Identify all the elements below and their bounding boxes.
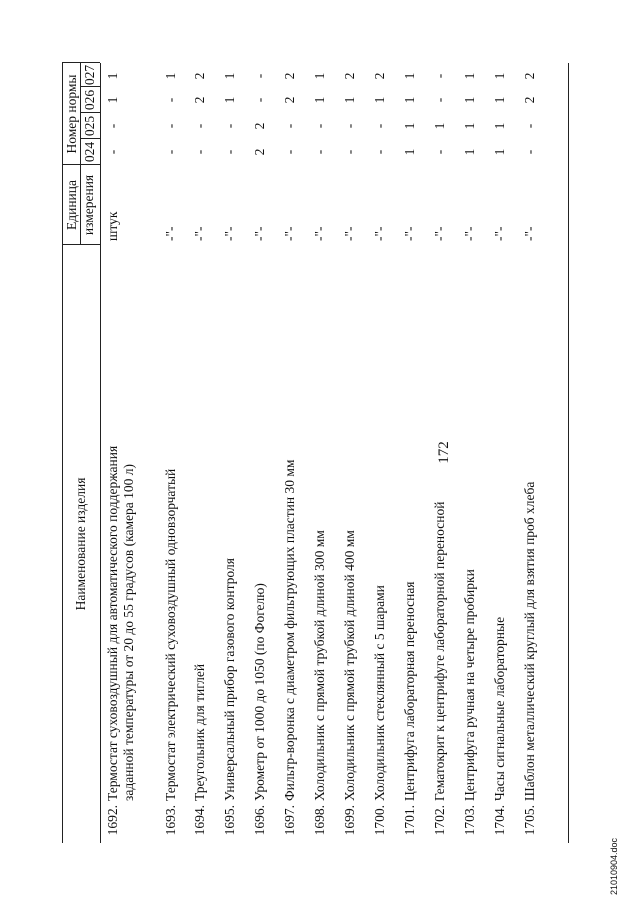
norm-value-026: - — [163, 97, 178, 103]
norm-value-026: - — [432, 97, 447, 103]
norm-value-026: 2 — [192, 96, 207, 104]
unit-cell: -"- — [282, 226, 297, 241]
norm-value-024: 1 — [462, 148, 477, 156]
norm-value-025: - — [342, 123, 357, 129]
row-number: 1693. — [163, 805, 178, 836]
row-number: 1692. — [105, 805, 120, 836]
header-norm-025: 025 — [82, 115, 97, 137]
norm-value-026: 1 — [492, 96, 507, 104]
unit-cell: -"- — [192, 226, 207, 241]
row-number: 1697. — [282, 805, 297, 836]
norm-value-026: 1 — [372, 96, 387, 104]
header-norm-024: 024 — [82, 141, 97, 163]
norm-value-027: 1 — [402, 72, 417, 80]
item-name: Фильтр-воронка с диаметром фильтрующих пластин 30 мм — [282, 459, 297, 801]
norm-value-027: 1 — [462, 72, 477, 80]
norm-value-024: - — [192, 149, 207, 155]
norm-value-024: - — [312, 149, 327, 155]
norm-value-027: 1 — [222, 72, 237, 80]
unit-cell: штук — [105, 211, 120, 241]
row-number: 1703. — [462, 805, 477, 836]
item-name: Холодильник с прямой трубкой длиной 300 мм — [312, 530, 327, 801]
row-number: 1699. — [342, 805, 357, 836]
row-number: 1705. — [522, 805, 537, 836]
page-number: 172 — [436, 441, 452, 464]
row-number: 1696. — [252, 805, 267, 836]
norm-value-025: 1 — [402, 122, 417, 130]
norm-value-024: - — [105, 149, 120, 155]
norm-value-024: 1 — [402, 148, 417, 156]
norm-value-026: 1 — [462, 96, 477, 104]
norm-value-024: 2 — [252, 148, 267, 156]
norm-value-024: - — [222, 149, 237, 155]
norm-value-027: 1 — [163, 72, 178, 80]
norm-value-024: - — [372, 149, 387, 155]
norm-value-027: 2 — [282, 72, 297, 80]
item-name: Треугольник для тиглей — [192, 663, 207, 801]
norm-value-026: 1 — [222, 96, 237, 104]
unit-cell: -"- — [222, 226, 237, 241]
norm-value-027: 2 — [522, 72, 537, 80]
norm-value-025: - — [192, 123, 207, 129]
footer-doc-code: 21010904.doc — [609, 837, 619, 895]
norm-value-025: - — [222, 123, 237, 129]
item-name: заданной температуры от 20 до 55 градусов (камера 100 л) — [121, 463, 136, 801]
header-norm-026: 026 — [82, 89, 97, 111]
norm-value-025: - — [522, 123, 537, 129]
header-name-col: Наименование изделия — [73, 477, 88, 611]
item-name: Холодильник стеклянный с 5 шарами — [372, 585, 387, 801]
norm-value-027: - — [252, 73, 267, 79]
item-name: Центрифуга ручная на четыре пробирки — [462, 569, 477, 801]
unit-cell: -"- — [402, 226, 417, 241]
norm-value-027: - — [432, 73, 447, 79]
norm-value-024: - — [282, 149, 297, 155]
unit-cell: -"- — [342, 226, 357, 241]
item-name: Гематокрит к центрифуге лабораторной переносной — [432, 501, 447, 801]
norm-value-024: - — [432, 149, 447, 155]
norm-value-026: 1 — [342, 96, 357, 104]
row-number: 1700. — [372, 805, 387, 836]
norm-value-027: 1 — [492, 72, 507, 80]
item-name: Термостат суховоздушный для автоматического поддержания — [105, 445, 120, 801]
table-bottom-border — [568, 63, 569, 843]
norm-value-024: - — [342, 149, 357, 155]
item-name: Шаблон металлический круглый для взятия проб хлеба — [522, 481, 537, 801]
unit-cell: -"- — [432, 226, 447, 241]
table-top-border — [62, 63, 63, 843]
norm-value-025: 1 — [492, 122, 507, 130]
norm-value-024: - — [522, 149, 537, 155]
norm-value-027: 2 — [342, 72, 357, 80]
norm-value-025: - — [105, 123, 120, 129]
norm-value-025: 1 — [462, 122, 477, 130]
header-bottom-border — [100, 63, 101, 843]
header-norm-group: Номер нормы — [64, 74, 79, 154]
row-number: 1695. — [222, 805, 237, 836]
unit-cell: -"- — [492, 226, 507, 241]
norm-value-027: 2 — [372, 72, 387, 80]
norm-value-026: 2 — [522, 96, 537, 104]
norm-value-025: - — [163, 123, 178, 129]
row-number: 1701. — [402, 805, 417, 836]
item-name: Центрифуга лабораторная переносная — [402, 581, 417, 801]
unit-cell: -"- — [312, 226, 327, 241]
norm-value-025: 1 — [432, 122, 447, 130]
unit-cell: -"- — [372, 226, 387, 241]
row-number: 1704. — [492, 805, 507, 836]
unit-cell: -"- — [252, 226, 267, 241]
norm-value-026: 2 — [282, 96, 297, 104]
norm-value-025: - — [282, 123, 297, 129]
unit-cell: -"- — [163, 226, 178, 241]
norm-value-027: 1 — [105, 72, 120, 80]
item-name: Универсальный прибор газового контроля — [222, 558, 237, 801]
norm-value-024: 1 — [492, 148, 507, 156]
item-name: Термостат электрический суховоздушный одновзорчатый — [163, 468, 178, 801]
unit-cell: -"- — [522, 226, 537, 241]
unit-cell: -"- — [462, 226, 477, 241]
norm-value-025: 2 — [252, 122, 267, 130]
row-number: 1694. — [192, 805, 207, 836]
norm-value-026: - — [252, 97, 267, 103]
norm-value-027: 1 — [312, 72, 327, 80]
norm-value-026: 1 — [105, 96, 120, 104]
row-number: 1698. — [312, 805, 327, 836]
norm-value-026: 1 — [402, 96, 417, 104]
item-name: Холодильник с прямой трубкой длиной 400 мм — [342, 530, 357, 801]
header-unit-line2: измерения — [81, 174, 96, 236]
norm-value-024: - — [163, 149, 178, 155]
row-number: 1702. — [432, 805, 447, 836]
norm-value-025: - — [312, 123, 327, 129]
norm-value-026: 1 — [312, 96, 327, 104]
norm-value-025: - — [372, 123, 387, 129]
norm-value-027: 2 — [192, 72, 207, 80]
header-norm-027: 027 — [82, 64, 97, 86]
item-name: Часы сигнальные лабораторные — [492, 616, 507, 801]
item-name: Урометр от 1000 до 1050 (по Фогелю) — [252, 583, 267, 801]
header-unit-line1: Единица — [64, 180, 79, 231]
